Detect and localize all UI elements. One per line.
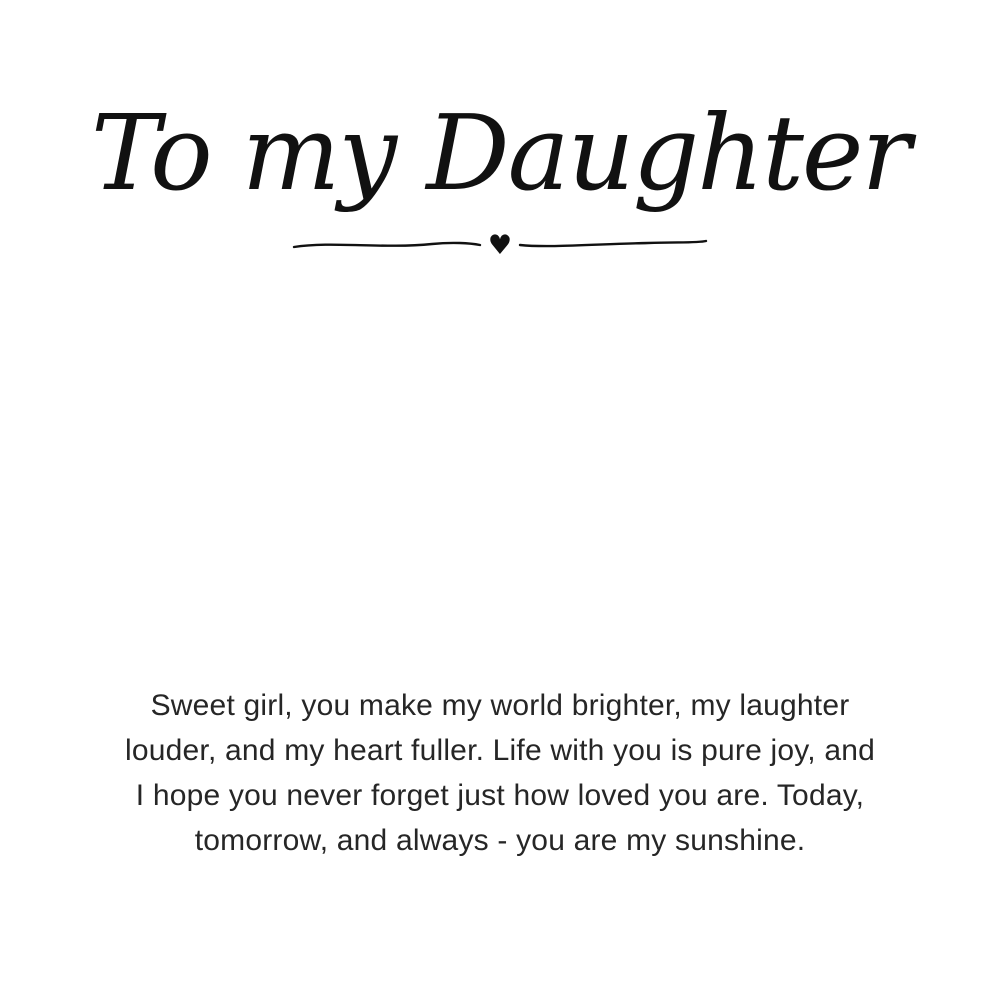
message-line: I hope you never forget just how loved you are. Today, [135,779,865,812]
message-line: Sweet girl, you make my world brighter, my laughter [150,689,850,722]
message-paragraph [0,683,1000,863]
divider-line-right [518,232,708,256]
message-line: tomorrow, and always - you are my sunshine. [194,824,806,857]
divider-line-left [292,232,482,256]
message-line: louder, and my heart fuller. Life with you is pure joy, and [125,734,875,767]
heart-icon: ♥ [487,229,513,261]
divider [0,226,1000,262]
page-title: To my Daughter [90,92,910,214]
